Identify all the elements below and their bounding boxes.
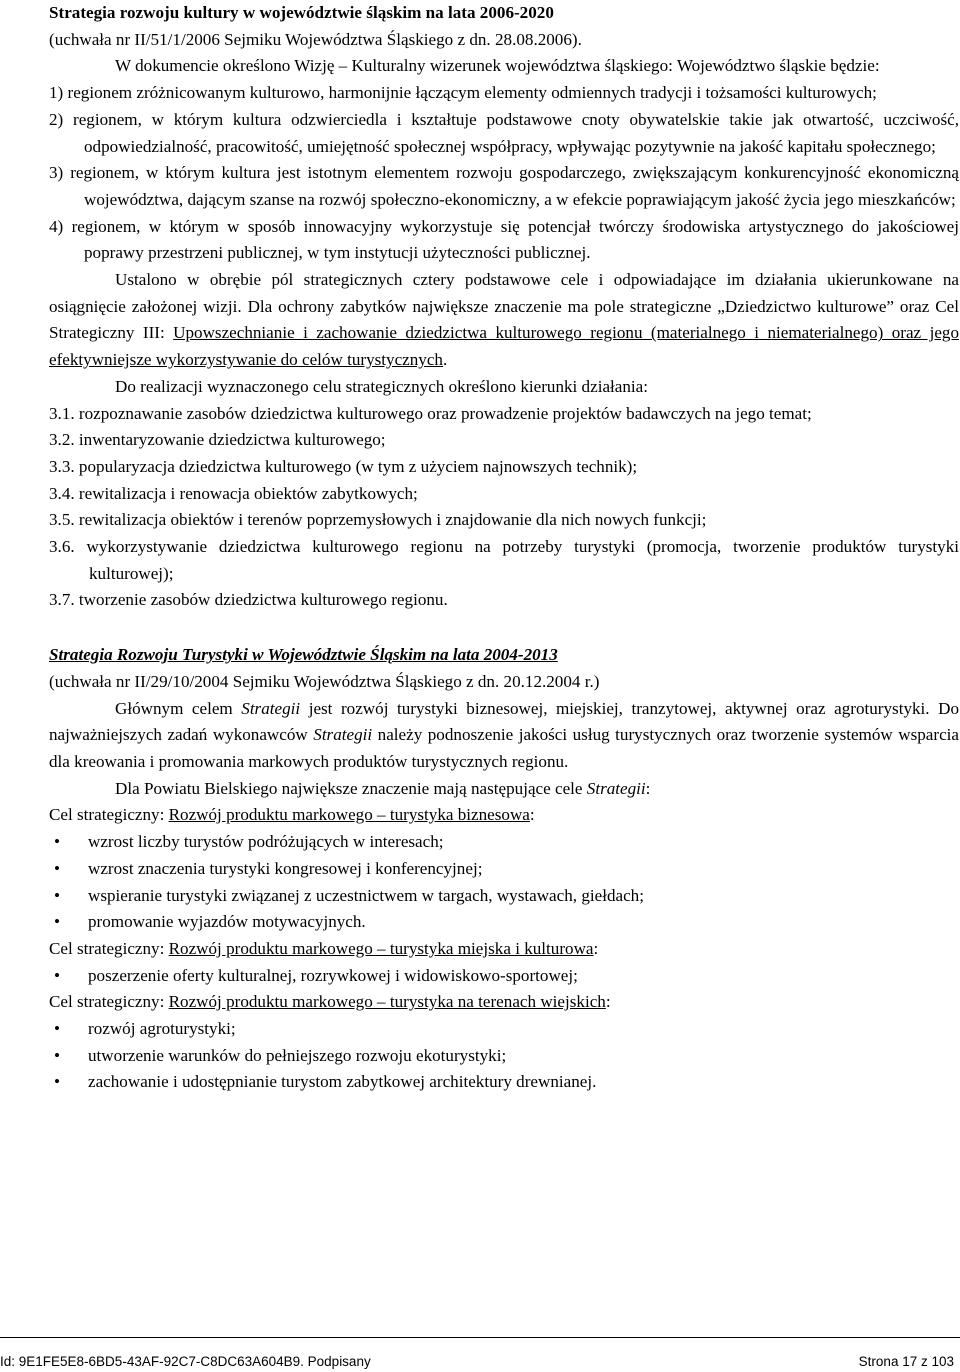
list-item: 4) regionem, w którym w sposób innowacyjny wykorzystuje się potencjał twórczy środowiska artystycznego do jakościowej poprawy przestrzeni publicznej, w tym instytucji użyteczności publicznej. (49, 216, 959, 263)
list-item: • promowanie wyjazdów motywacyjnych. (49, 909, 959, 936)
list-item: • utworzenie warunków do pełniejszego rozwoju ekoturystyki; (49, 1043, 959, 1070)
bullet-list (49, 963, 959, 990)
list-item: • wspieranie turystyki związanej z uczestnictwem w targach, wystawach, giełdach; (49, 883, 959, 910)
document-page (49, 0, 959, 1096)
document-id: Id: 9E1FE5E8-6BD5-43AF-92C7-C8DC63A604B9. Podpisany (0, 1354, 371, 1369)
bullet-list (49, 829, 959, 936)
bullet-icon: • (54, 832, 60, 852)
list-item: 3) regionem, w którym kultura jest istotnym elementem rozwoju gospodarczego, zwiększającym konkurencyjność ekonomiczną województwa, dającym szanse na rozwój społeczno-ekonomiczny, a w efekcie poprawiającym jakość życia jego mieszkańców; (49, 163, 960, 209)
bullet-list (49, 1016, 959, 1096)
page-number: Strona 17 z 103 (858, 1354, 954, 1369)
goals-paragraph: Ustalono w obrębie pól strategicznych cztery podstawowe cele i odpowiadające im działania ukierunkowane na osiągnięcie założonej wizji. Dla ochrony zabytków największe znaczenie ma pole strategiczne „Dziedzictwo kulturowe” oraz Cel Strategiczny III: Upowszechnianie i zachowanie dziedzictwa kulturowego regionu (materialnego i niematerialnego) oraz jego efektywniejsze wykorzystywanie do celów turystycznych. (49, 270, 959, 370)
vision-list (49, 80, 959, 267)
powiat-goals-intro: Dla Powiatu Bielskiego największe znaczenie mają następujące cele Strategii: (115, 778, 651, 798)
bullet-icon: • (54, 912, 60, 932)
section-1-subtitle: (uchwała nr II/51/1/2006 Sejmiku Województwa Śląskiego z dn. 28.08.2006). (49, 29, 582, 49)
directions-list (49, 401, 959, 615)
bullet-icon: • (54, 1072, 60, 1092)
list-item: • poszerzenie oferty kulturalnej, rozrywkowej i widowiskowo-sportowej; (49, 963, 959, 990)
list-item: 3.1. rozpoznawanie zasobów dziedzictwa kulturowego oraz prowadzenie projektów badawczych na jego temat; (49, 403, 812, 423)
bullet-icon: • (54, 885, 60, 905)
list-item: 3.4. rewitalizacja i renowacja obiektów zabytkowych; (49, 483, 418, 503)
bullet-icon: • (54, 965, 60, 985)
strategic-goal-heading: Cel strategiczny: Rozwój produktu markowego – turystyka miejska i kulturowa: (49, 938, 599, 958)
bullet-icon: • (54, 858, 60, 878)
list-item: 3.6. wykorzystywanie dziedzictwa kulturowego regionu na potrzeby turystyki (promocja, tworzenie produktów turystyki kulturowej); (49, 537, 959, 583)
list-item: • rozwój agroturystyki; (49, 1016, 959, 1043)
list-item: 2) regionem, w którym kultura odzwierciedla i kształtuje podstawowe cnoty obywatelskie takie jak otwartość, uczciwość, odpowiedzialność, pracowitość, umiejętność społecznej współpracy, wpływając pozytywnie na jakość kapitału społecznego; (49, 109, 959, 156)
list-item: 3.7. tworzenie zasobów dziedzictwa kulturowego regionu. (49, 590, 448, 610)
tourism-main-goal: Głównym celem Strategii jest rozwój turystyki biznesowej, miejskiej, tranzytowej, aktywnej oraz agroturystyki. Do najważniejszych zadań wykonawców Strategii należy podnoszenie jakości usług turystycznych oraz tworzenie systemów wsparcia dla kreowania i promowania markowych produktów turystycznych regionu. (49, 698, 959, 771)
strategic-goal-underlined: Upowszechnianie i zachowanie dziedzictwa kulturowego regionu (materialnego i niematerialnego) oraz jego efektywniejsze wykorzystywanie do celów turystycznych (49, 323, 959, 370)
section-2-title: Strategia Rozwoju Turystyki w Województwie Śląskim na lata 2004-2013 (49, 645, 558, 665)
section-1-title: Strategia rozwoju kultury w województwie śląskim na lata 2006-2020 (49, 3, 554, 22)
list-item: 3.5. rewitalizacja obiektów i terenów poprzemysłowych i znajdowanie dla nich nowych funkcji; (49, 510, 707, 530)
bullet-icon: • (54, 1045, 60, 1065)
section-2-subtitle: (uchwała nr II/29/10/2004 Sejmiku Województwa Śląskiego z dn. 20.12.2004 r.) (49, 671, 600, 691)
directions-intro: Do realizacji wyznaczonego celu strategicznych określono kierunki działania: (115, 376, 648, 396)
bullet-icon: • (54, 1019, 60, 1039)
list-item: 1) regionem zróżnicowanym kulturowo, harmonijnie łączącym elementy odmiennych tradycji i tożsamości kulturowych; (49, 83, 877, 103)
list-item: • wzrost znaczenia turystyki kongresowej i konferencyjnej; (49, 856, 959, 883)
page-footer (0, 1337, 960, 1372)
list-item: 3.2. inwentaryzowanie dziedzictwa kulturowego; (49, 430, 386, 450)
strategic-goal-heading: Cel strategiczny: Rozwój produktu markowego – turystyka biznesowa: (49, 805, 535, 825)
list-item: • zachowanie i udostępnianie turystom zabytkowej architektury drewnianej. (49, 1069, 959, 1096)
vision-intro: W dokumencie określono Wizję – Kulturalny wizerunek województwa śląskiego: Województwo śląskie będzie: (115, 56, 880, 76)
list-item: 3.3. popularyzacja dziedzictwa kulturowego (w tym z użyciem najnowszych technik); (49, 456, 638, 476)
strategic-goal-heading: Cel strategiczny: Rozwój produktu markowego – turystyka na terenach wiejskich: (49, 992, 611, 1012)
list-item: • wzrost liczby turystów podróżujących w interesach; (49, 829, 959, 856)
